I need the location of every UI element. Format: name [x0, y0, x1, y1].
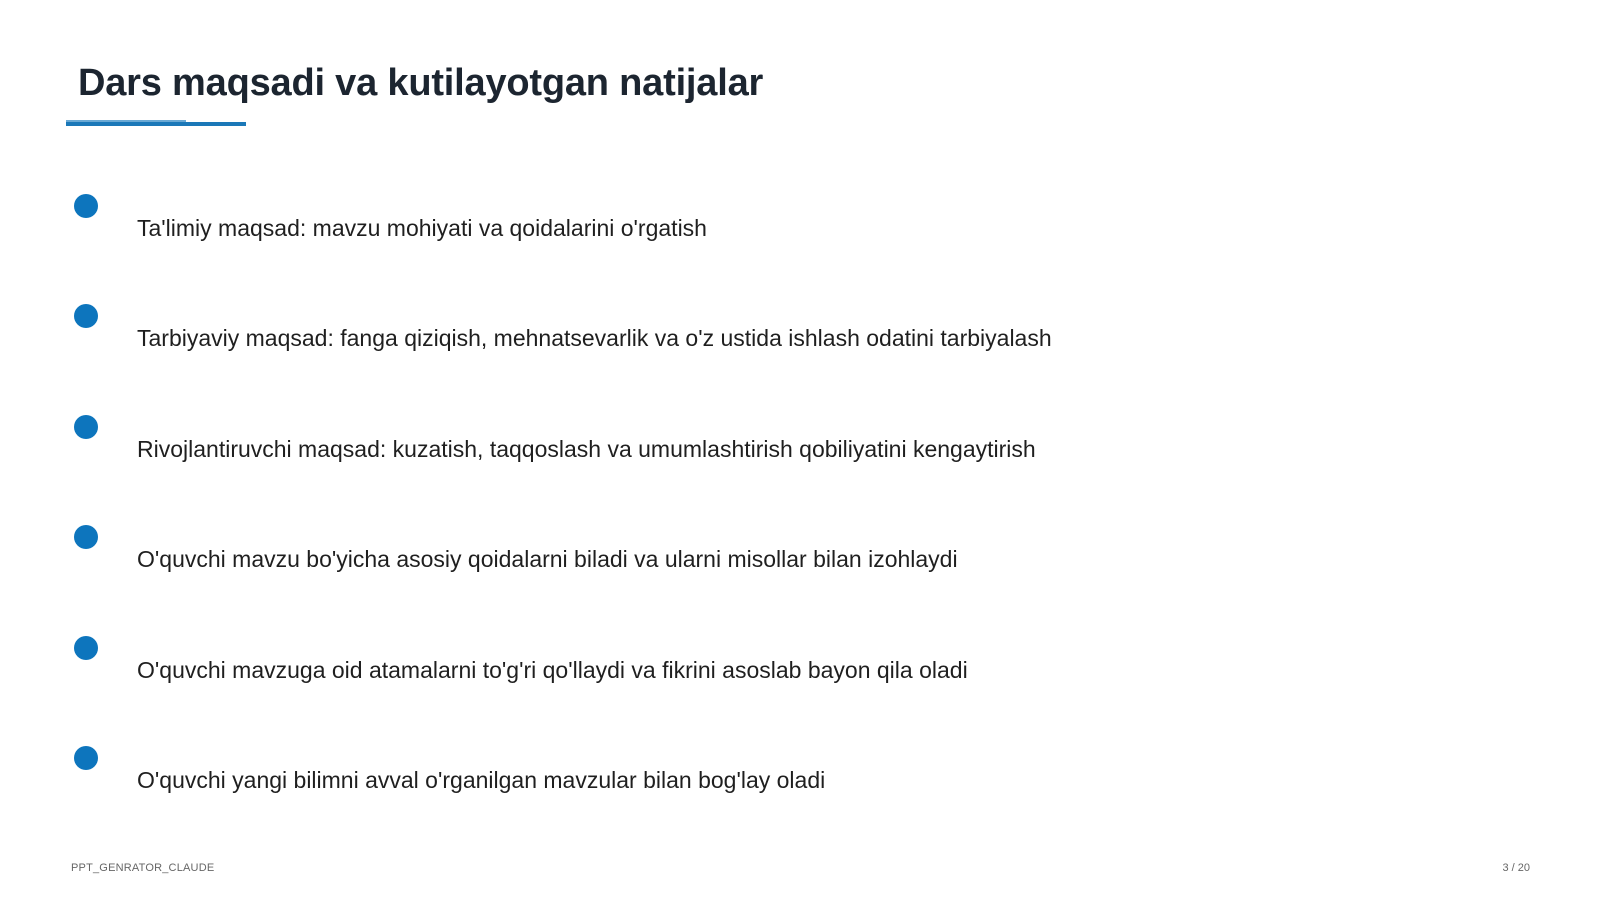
bullet-text: Rivojlantiruvchi maqsad: kuzatish, taqqoslash va umumlashtirish qobiliyatini kengaytirish: [137, 436, 1036, 462]
bullet-item: [0, 525, 1600, 585]
bullet-item: [0, 746, 1600, 806]
bullet-dot-icon: [74, 525, 98, 549]
bullet-dot-icon: [74, 415, 98, 439]
page-indicator: 3 / 20: [1502, 862, 1530, 874]
footer-generator-label: PPT_GENRATOR_CLAUDE: [71, 862, 215, 874]
bullet-dot-icon: [74, 636, 98, 660]
bullet-text: O'quvchi mavzu bo'yicha asosiy qoidalarni biladi va ularni misollar bilan izohlaydi: [137, 546, 958, 572]
bullet-dot-icon: [74, 746, 98, 770]
bullet-dot-icon: [74, 304, 98, 328]
bullet-text: Tarbiyaviy maqsad: fanga qiziqish, mehnatsevarlik va o'z ustida ishlash odatini tarbiyalash: [137, 325, 1052, 351]
bullet-text: O'quvchi mavzuga oid atamalarni to'g'ri qo'llaydi va fikrini asoslab bayon qila oladi: [137, 657, 968, 683]
bullet-text: O'quvchi yangi bilimni avval o'rganilgan mavzular bilan bog'lay oladi: [137, 767, 826, 793]
bullet-item: [0, 304, 1600, 364]
bullet-item: [0, 194, 1600, 254]
bullet-dot-icon: [74, 194, 98, 218]
slide-title: Dars maqsadi va kutilayotgan natijalar: [78, 62, 764, 104]
bullet-item: [0, 636, 1600, 696]
bullet-item: [0, 415, 1600, 475]
bullet-text: Ta'limiy maqsad: mavzu mohiyati va qoidalarini o'rgatish: [137, 215, 707, 241]
